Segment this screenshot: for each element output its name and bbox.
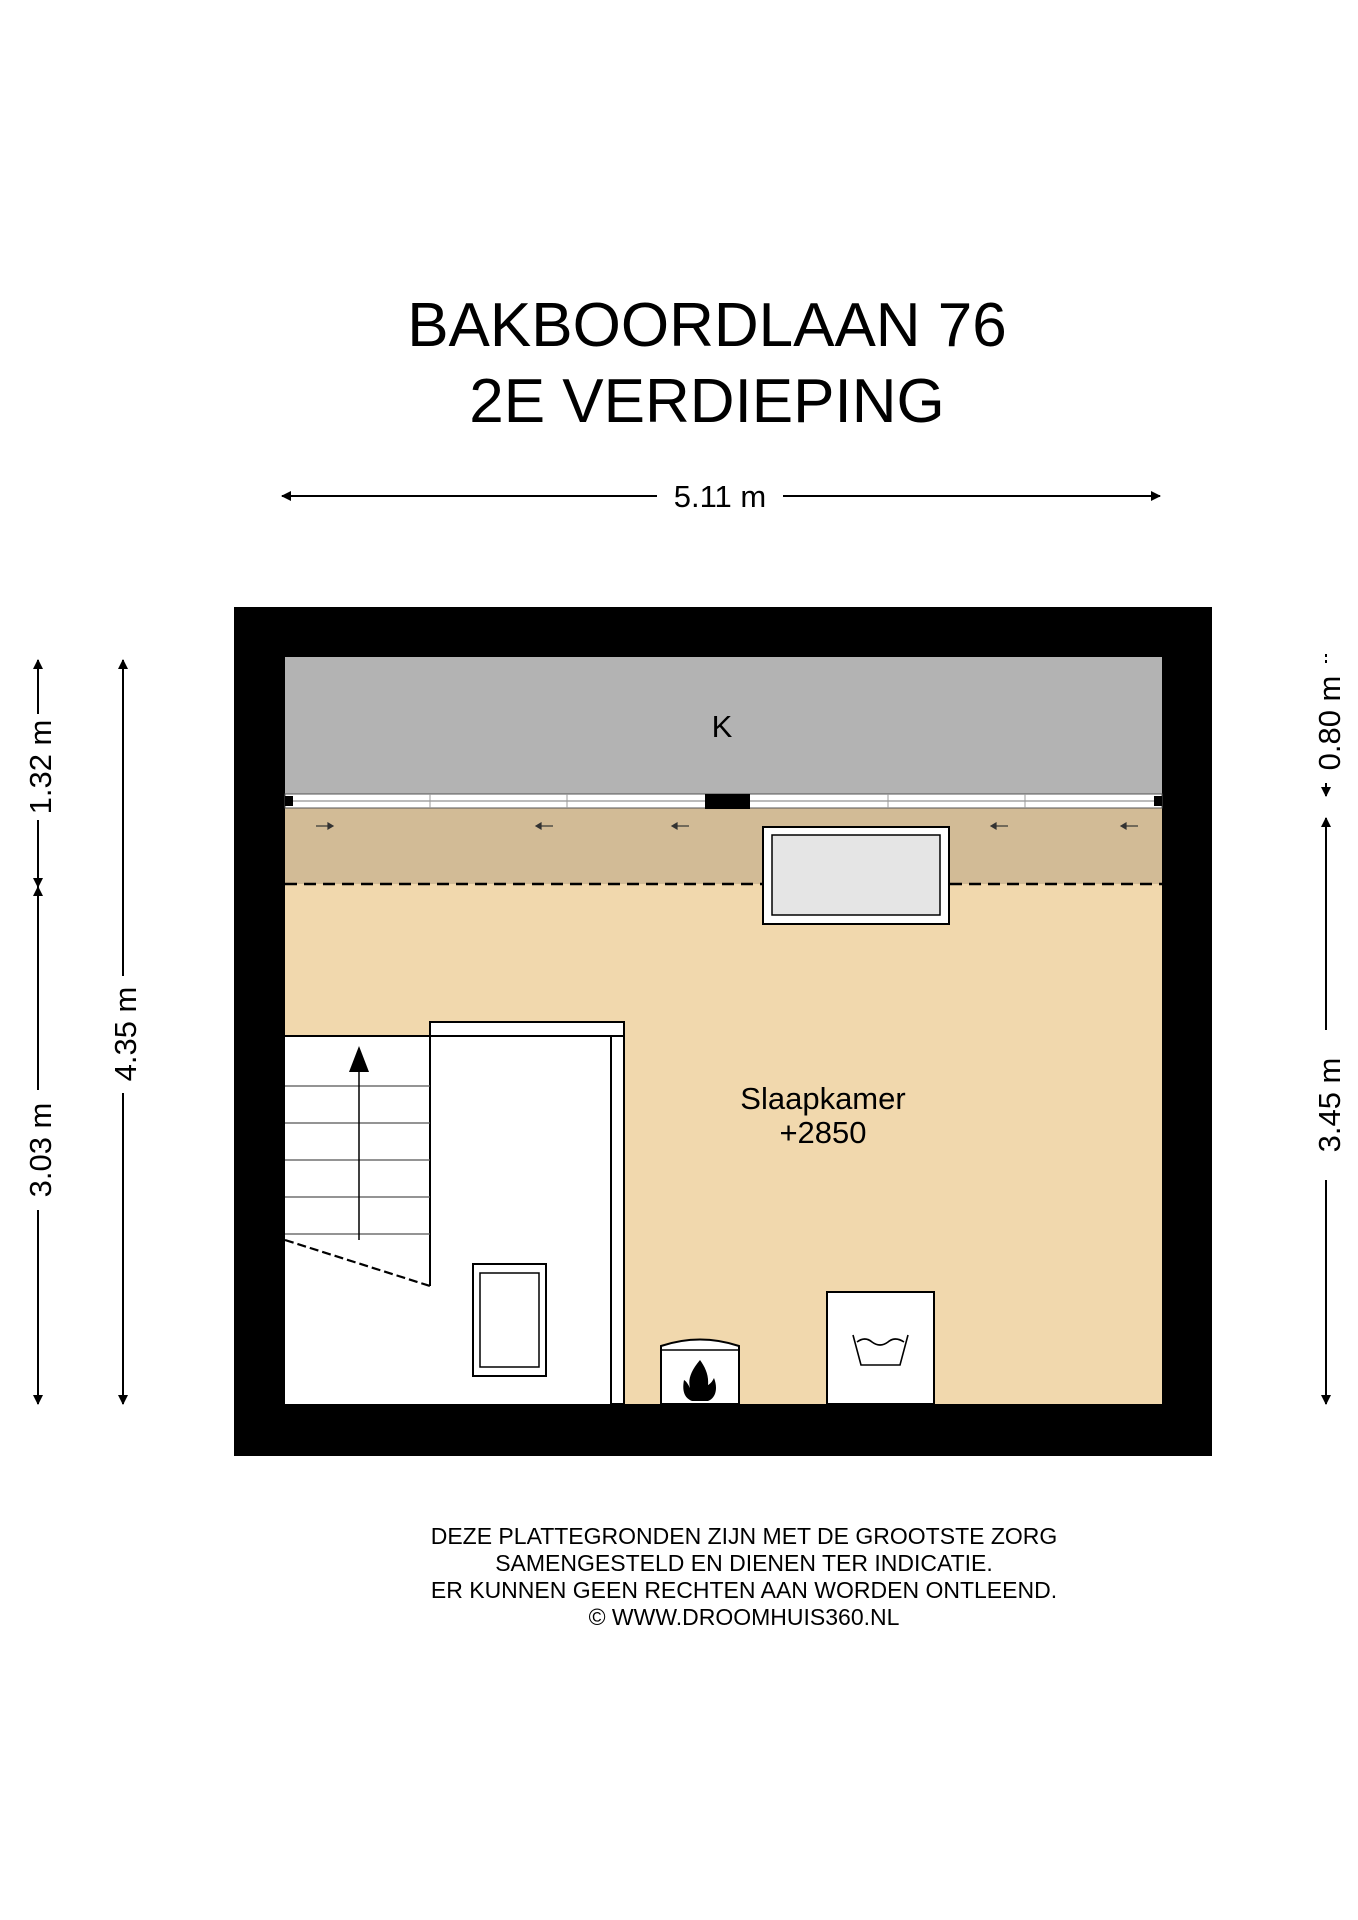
bedroom-level: +2850 <box>779 1115 867 1150</box>
left-total-dimension-label: 4.35 m <box>108 986 143 1082</box>
disclaimer-website: © WWW.DROOMHUIS360.NL <box>588 1604 900 1630</box>
right-lower-dimension-label: 3.45 m <box>1312 1057 1347 1153</box>
plan-title-address: BAKBOORDLAAN 76 <box>407 291 1007 360</box>
width-dimension-label: 5.11 m <box>673 479 767 514</box>
floor-hatch <box>473 1264 546 1376</box>
disclaimer-line-3: ER KUNNEN GEEN RECHTEN AAN WORDEN ONTLEEND. <box>430 1577 1058 1603</box>
skylight <box>763 827 949 924</box>
sloped-ceiling-zone <box>285 808 1162 884</box>
plan-title-floor: 2E VERDIEPING <box>469 367 945 436</box>
storage-label: K <box>711 709 733 744</box>
disclaimer-line-2: SAMENGESTELD EN DIENEN TER INDICATIE. <box>495 1550 993 1576</box>
width-dimension <box>282 479 1160 514</box>
disclaimer-line-1: DEZE PLATTEGRONDEN ZIJN MET DE GROOTSTE ZORG <box>430 1523 1058 1549</box>
washing-machine <box>827 1292 934 1404</box>
left-lower-dimension-label: 3.03 m <box>23 1102 58 1198</box>
left-upper-dimension-label: 1.32 m <box>23 719 58 815</box>
right-upper-dimension-label: 0.80 m <box>1312 675 1347 771</box>
bedroom-label: Slaapkamer <box>740 1081 906 1116</box>
sliding-doors <box>285 794 1162 809</box>
stairwell <box>285 1022 624 1404</box>
